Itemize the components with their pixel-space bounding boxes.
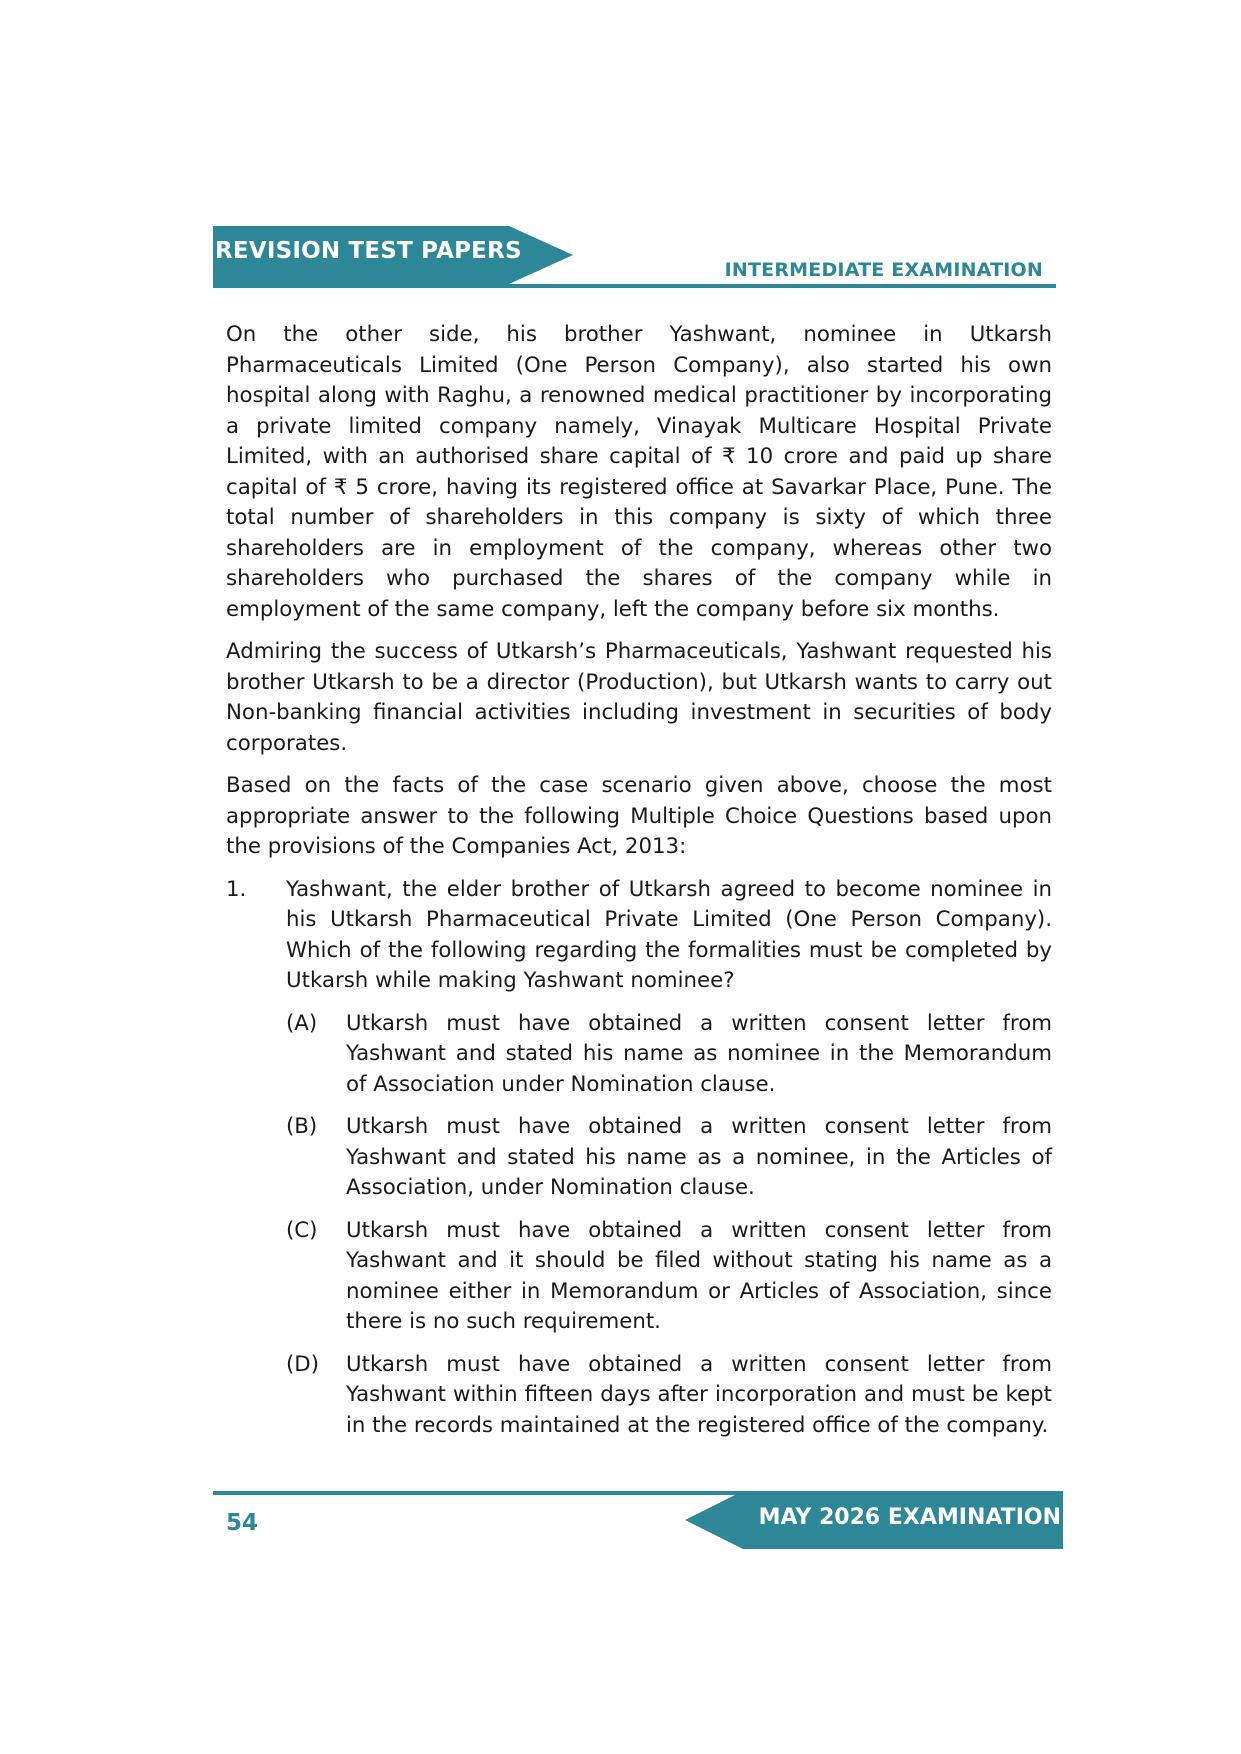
option-text: Utkarsh must have obtained a written consent letter from Yashwant within fifteen days after incorporation and must be kept in the records maintained at the registered office of the company. <box>346 1351 1052 1438</box>
option-d <box>286 1350 1052 1442</box>
question-item <box>226 875 1052 997</box>
option-label: (A) <box>286 1010 318 1036</box>
option-label: (D) <box>286 1351 320 1377</box>
header-exam-label: INTERMEDIATE EXAMINATION <box>724 259 1043 281</box>
paragraph: Based on the facts of the case scenario given above, choose the most appropriate answer to the following Multiple Choice Questions based upon the provisions of the Companies Act, 2013: <box>226 773 1052 859</box>
page-number: 54 <box>226 1510 259 1536</box>
page-content <box>226 320 1052 1453</box>
question-number: 1. <box>226 876 247 902</box>
option-text: Utkarsh must have obtained a written consent letter from Yashwant and stated his name as nominee in the Memorandum of Association under Nomination clause. <box>346 1010 1052 1097</box>
question-text: Yashwant, the elder brother of Utkarsh agreed to become nominee in his Utkarsh Pharmaceutical Private Limited (One Person Company). Which of the following regarding the formalities must be completed by Utkarsh while making Yashwant nominee? <box>286 876 1052 993</box>
option-c <box>286 1216 1052 1338</box>
option-label: (C) <box>286 1217 318 1243</box>
option-text: Utkarsh must have obtained a written consent letter from Yashwant and stated his name as a nominee, in the Articles of Association, under Nomination clause. <box>346 1114 1052 1200</box>
option-a <box>286 1009 1052 1101</box>
paragraph: On the other side, his brother Yashwant, nominee in Utkarsh Pharmaceuticals Limited (One Person Company), also started his own hospital along with Raghu, a renowned medical practitioner by incorporating a private limited company namely, Vinayak Multicare Hospital Private Limited, with an authorised share capital of ₹ 10 crore and paid up share capital of ₹ 5 crore, having its registered office at Savarkar Place, Pune. The total number of shareholders in this company is sixty of which three shareholders are in employment of the company, whereas other two shareholders who purchased the shares of the company while in employment of the same company, left the company before six months. <box>226 322 1052 622</box>
header-divider <box>213 284 1056 288</box>
paragraph: Admiring the success of Utkarsh’s Pharmaceuticals, Yashwant requested his brother Utkarsh to be a director (Production), but Utkarsh wants to carry out Non-banking financial activities including investment in securities of body corporates. <box>226 639 1052 756</box>
option-text: Utkarsh must have obtained a written consent letter from Yashwant and it should be filed without stating his name as a nominee either in Memorandum or Articles of Association, since there is no such requirement. <box>346 1217 1052 1334</box>
header-title: REVISION TEST PAPERS <box>215 238 522 264</box>
option-b <box>286 1112 1052 1204</box>
footer-exam-label: MAY 2026 EXAMINATION <box>758 1505 1061 1530</box>
option-label: (B) <box>286 1114 318 1139</box>
